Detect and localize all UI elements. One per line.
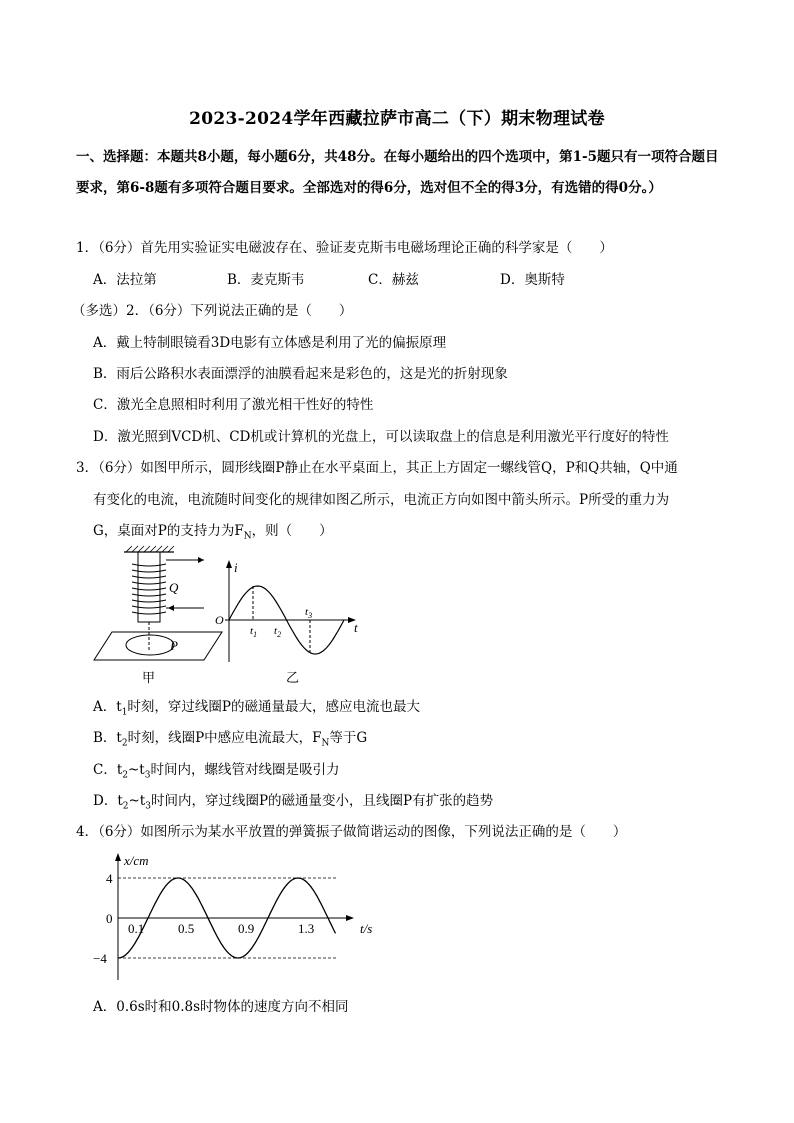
question-4-stem: 4．（6分）如图所示为某水平放置的弹簧振子做简谐运动的图像，下列说法正确的是（ ） [76,824,627,840]
graph4-ytick-0: 0 [106,911,113,926]
q3-option-b: B．$t_2$时刻，线圈P中感应电流最大，$F_N$等于G [93,730,368,749]
graph-tick-t1: $t_1$ [250,625,258,639]
graph-tick-t3: $t_3$ [305,606,313,620]
graph4-xtick-13: 1.3 [298,921,315,936]
q2-option-d: D．激光照到VCD机、CD机或计算机的光盘上，可以读取盘上的信息是利用激光平行度好的特性 [93,429,669,445]
fig-label-p: P [170,638,178,653]
q3-option-a: A．$t_1$时刻，穿过线圈P的磁通量最大，感应电流也最大 [93,699,421,718]
q4-option-a: A．0.6s时和0.8s时物体的速度方向不相同 [93,999,349,1015]
graph4-ylabel: x/cm [124,853,149,868]
graph4-xtick-05: 0.5 [178,921,195,936]
graph-label-o: O [215,613,224,627]
question-3-figure [90,542,380,687]
q1-option-d: D．奥斯特 [500,272,565,288]
q2-option-b: B．雨后公路积水表面漂浮的油膜看起来是彩色的，这是光的折射现象 [93,366,508,382]
graph4-xtick-09: 0.9 [238,921,255,936]
fig-label-q: Q [169,580,179,595]
graph4-ytick-neg4: −4 [93,951,107,966]
q3-stem-text: G，桌面对P的支持力为F [93,523,244,539]
question-2-stem: （多选）2．（6分）下列说法正确的是（ ） [72,303,353,319]
q1-option-b: B．麦克斯韦 [227,272,305,288]
q3-stem-sub: N [243,531,252,542]
question-3-stem-line1: 3．（6分）如图甲所示，圆形线圈P静止在水平桌面上，其正上方固定一螺线管Q，P和Q共轴，Q中通 [76,460,678,476]
fig-caption-left: 甲 [142,670,156,685]
q3-option-d: D．$t_2\sim t_3$时间内，穿过线圈P的磁通量变小，且线圈P有扩张的趋势 [93,793,494,812]
graph-tick-t2: $t_2$ [274,625,282,639]
question-4-graph [88,845,388,990]
q2-option-a: A．戴上特制眼镜看3D电影有立体感是利用了光的偏振原理 [93,335,447,351]
graph4-xlabel: t/s [360,921,373,936]
question-1-stem: 1．（6分）首先用实验证实电磁波存在、验证麦克斯韦电磁场理论正确的科学家是（ ） [76,240,613,256]
graph4-xtick-01: 0.1 [128,921,145,936]
q2-option-c: C．激光全息照相时利用了激光相干性好的特性 [93,397,374,413]
q3-stem-tail: ，则（ ） [251,523,333,539]
q1-option-c: C．赫兹 [368,272,419,288]
q1-option-a: A．法拉第 [93,272,157,288]
graph4-ytick-4: 4 [106,871,113,886]
section-instructions: 一、选择题：本题共8小题，每小题6分，共48分。在每小题给出的四个选项中，第1-5题只有一项符合题目要求，第6-8题有多项符合题目要求。全部选对的得6分，选对但不全的得3分，有选错的得0分。） [76,149,719,196]
question-3-stem-line2: 有变化的电流，电流随时间变化的规律如图乙所示，电流正方向如图中箭头所示。P所受的重力为 [93,492,670,508]
q3-option-c: C．$t_2\sim t_3$时间内，螺线管对线圈是吸引力 [93,762,340,781]
fig-caption-right: 乙 [286,670,300,685]
question-3-stem-line3 [93,519,333,542]
page-title: 2023-2024学年西藏拉萨市高二（下）期末物理试卷 [189,109,605,129]
graph-label-i: i [234,560,238,575]
graph-label-t: t [354,620,358,635]
